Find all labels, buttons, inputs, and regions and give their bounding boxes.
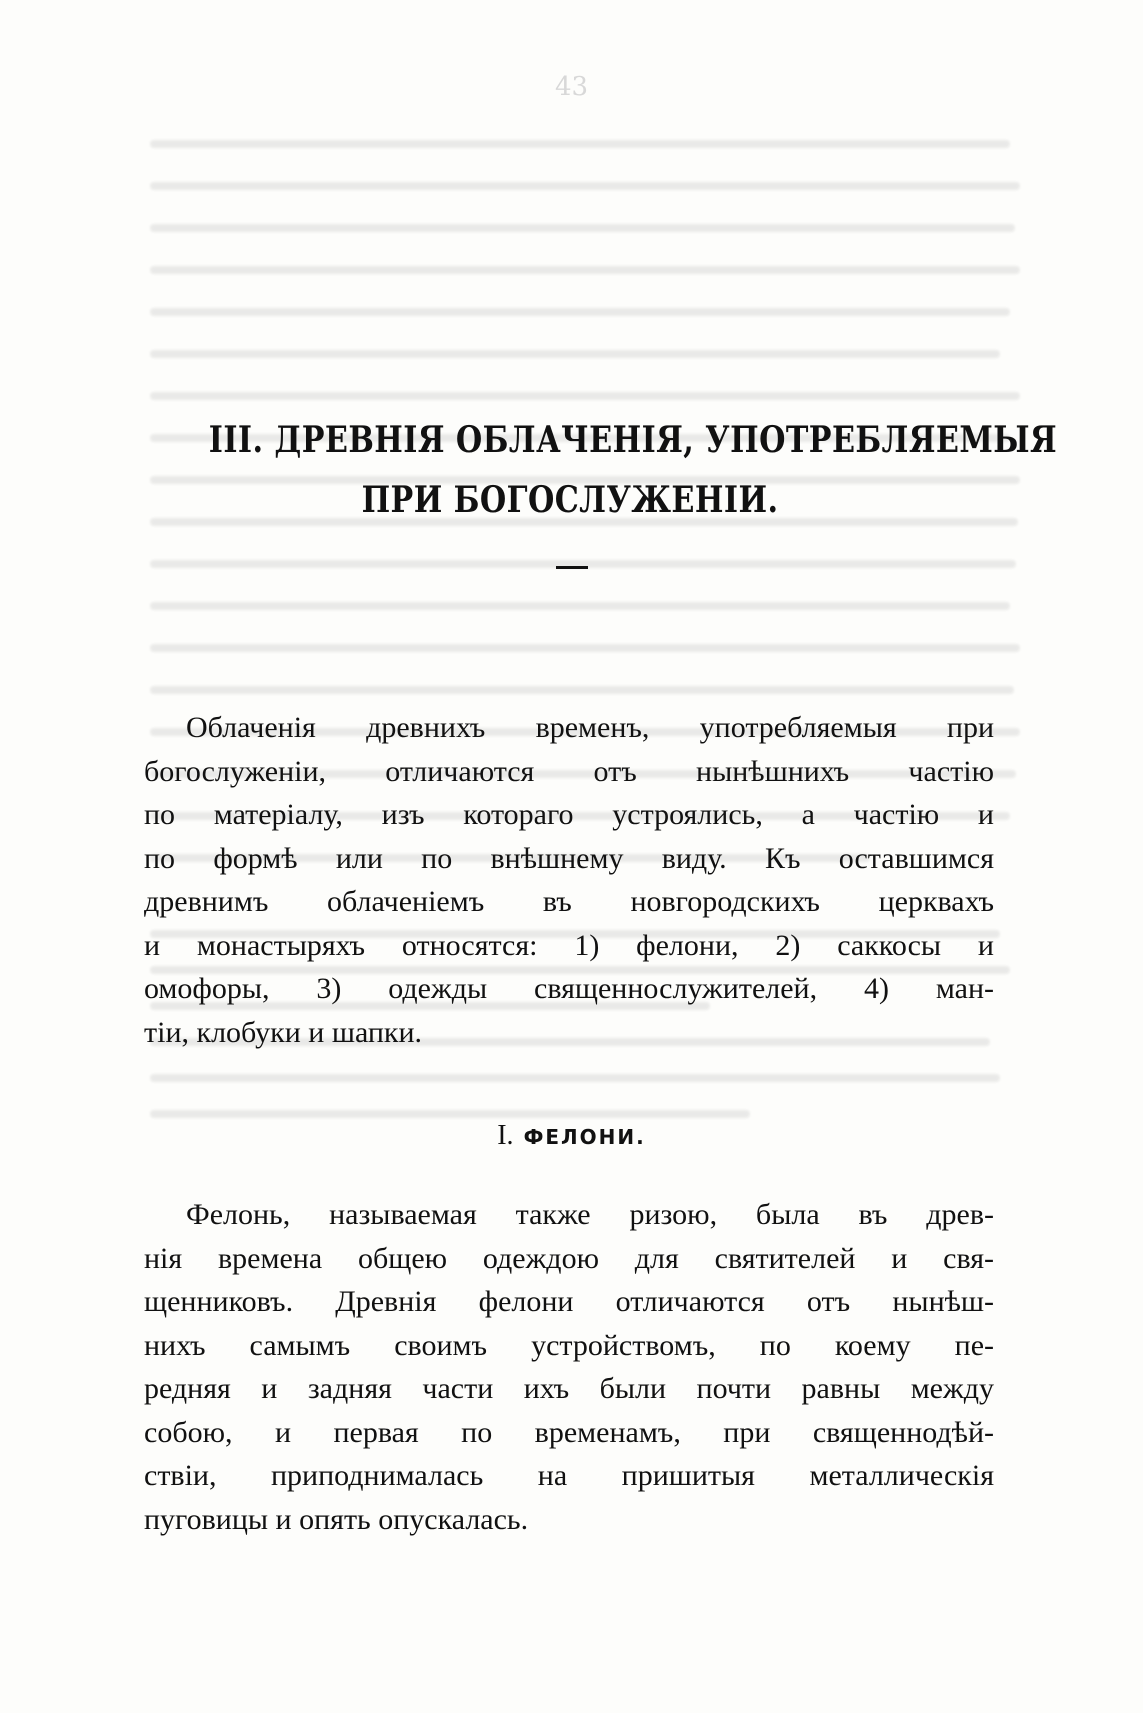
section-title: ФЕЛОНИ.: [523, 1125, 646, 1149]
text-line: Облаченiя древнихъ временъ, употребляемыя при: [186, 711, 994, 744]
text-line: нiя времена общею одеждою для святителей и свя-: [144, 1241, 994, 1275]
page-number: 43: [554, 72, 589, 102]
text-line: богослуженiи, отличаются отъ нынѣшнихъ частiю: [144, 754, 994, 788]
text-line: редняя и задняя части ихъ были почти равны между: [144, 1372, 994, 1405]
heading-divider: [556, 566, 588, 569]
text-line: щенниковъ. Древнiя фелони отличаются отъ нынѣш-: [144, 1285, 994, 1318]
text-line: собою, и первая по временамъ, при священнодѣй-: [144, 1415, 994, 1449]
felon-paragraph: [144, 1193, 994, 1541]
text-line: и монастыряхъ относятся: 1) фелони, 2) саккосы и: [144, 928, 994, 962]
text-line: по формѣ или по внѣшнему виду. Къ оставшимся: [144, 841, 994, 875]
text-line: омофоры, 3) одежды священнослужителей, 4) ман-: [144, 972, 994, 1005]
chapter-heading: [208, 410, 1058, 530]
section-number: I.: [497, 1120, 514, 1151]
text-line: по матерiалу, изъ котораго устроялись, а частiю и: [144, 798, 994, 831]
chapter-heading-line: ПРИ БОГОСЛУЖЕНIИ.: [361, 479, 779, 521]
text-line: Фелонь, называемая также ризою, была въ древ-: [186, 1198, 994, 1231]
text-line: древнимъ облаченiемъ въ новгородскихъ церквахъ: [144, 885, 994, 918]
chapter-heading-line: III. ДРЕВНIЯ ОБЛАЧЕНIЯ, УПОТРЕБЛЯЕМЫЯ: [208, 419, 1058, 461]
intro-paragraph: [144, 706, 994, 1054]
text-line: нихъ самымъ своимъ устройствомъ, по коему пе-: [144, 1328, 994, 1362]
text-line: пуговицы и опять опускалась.: [144, 1502, 529, 1536]
text-line: ствiи, приподнималась на пришитыя металлическiя: [144, 1459, 994, 1492]
text-line: тiи, клобуки и шапки.: [144, 1015, 423, 1049]
section-heading: [0, 1120, 1143, 1152]
